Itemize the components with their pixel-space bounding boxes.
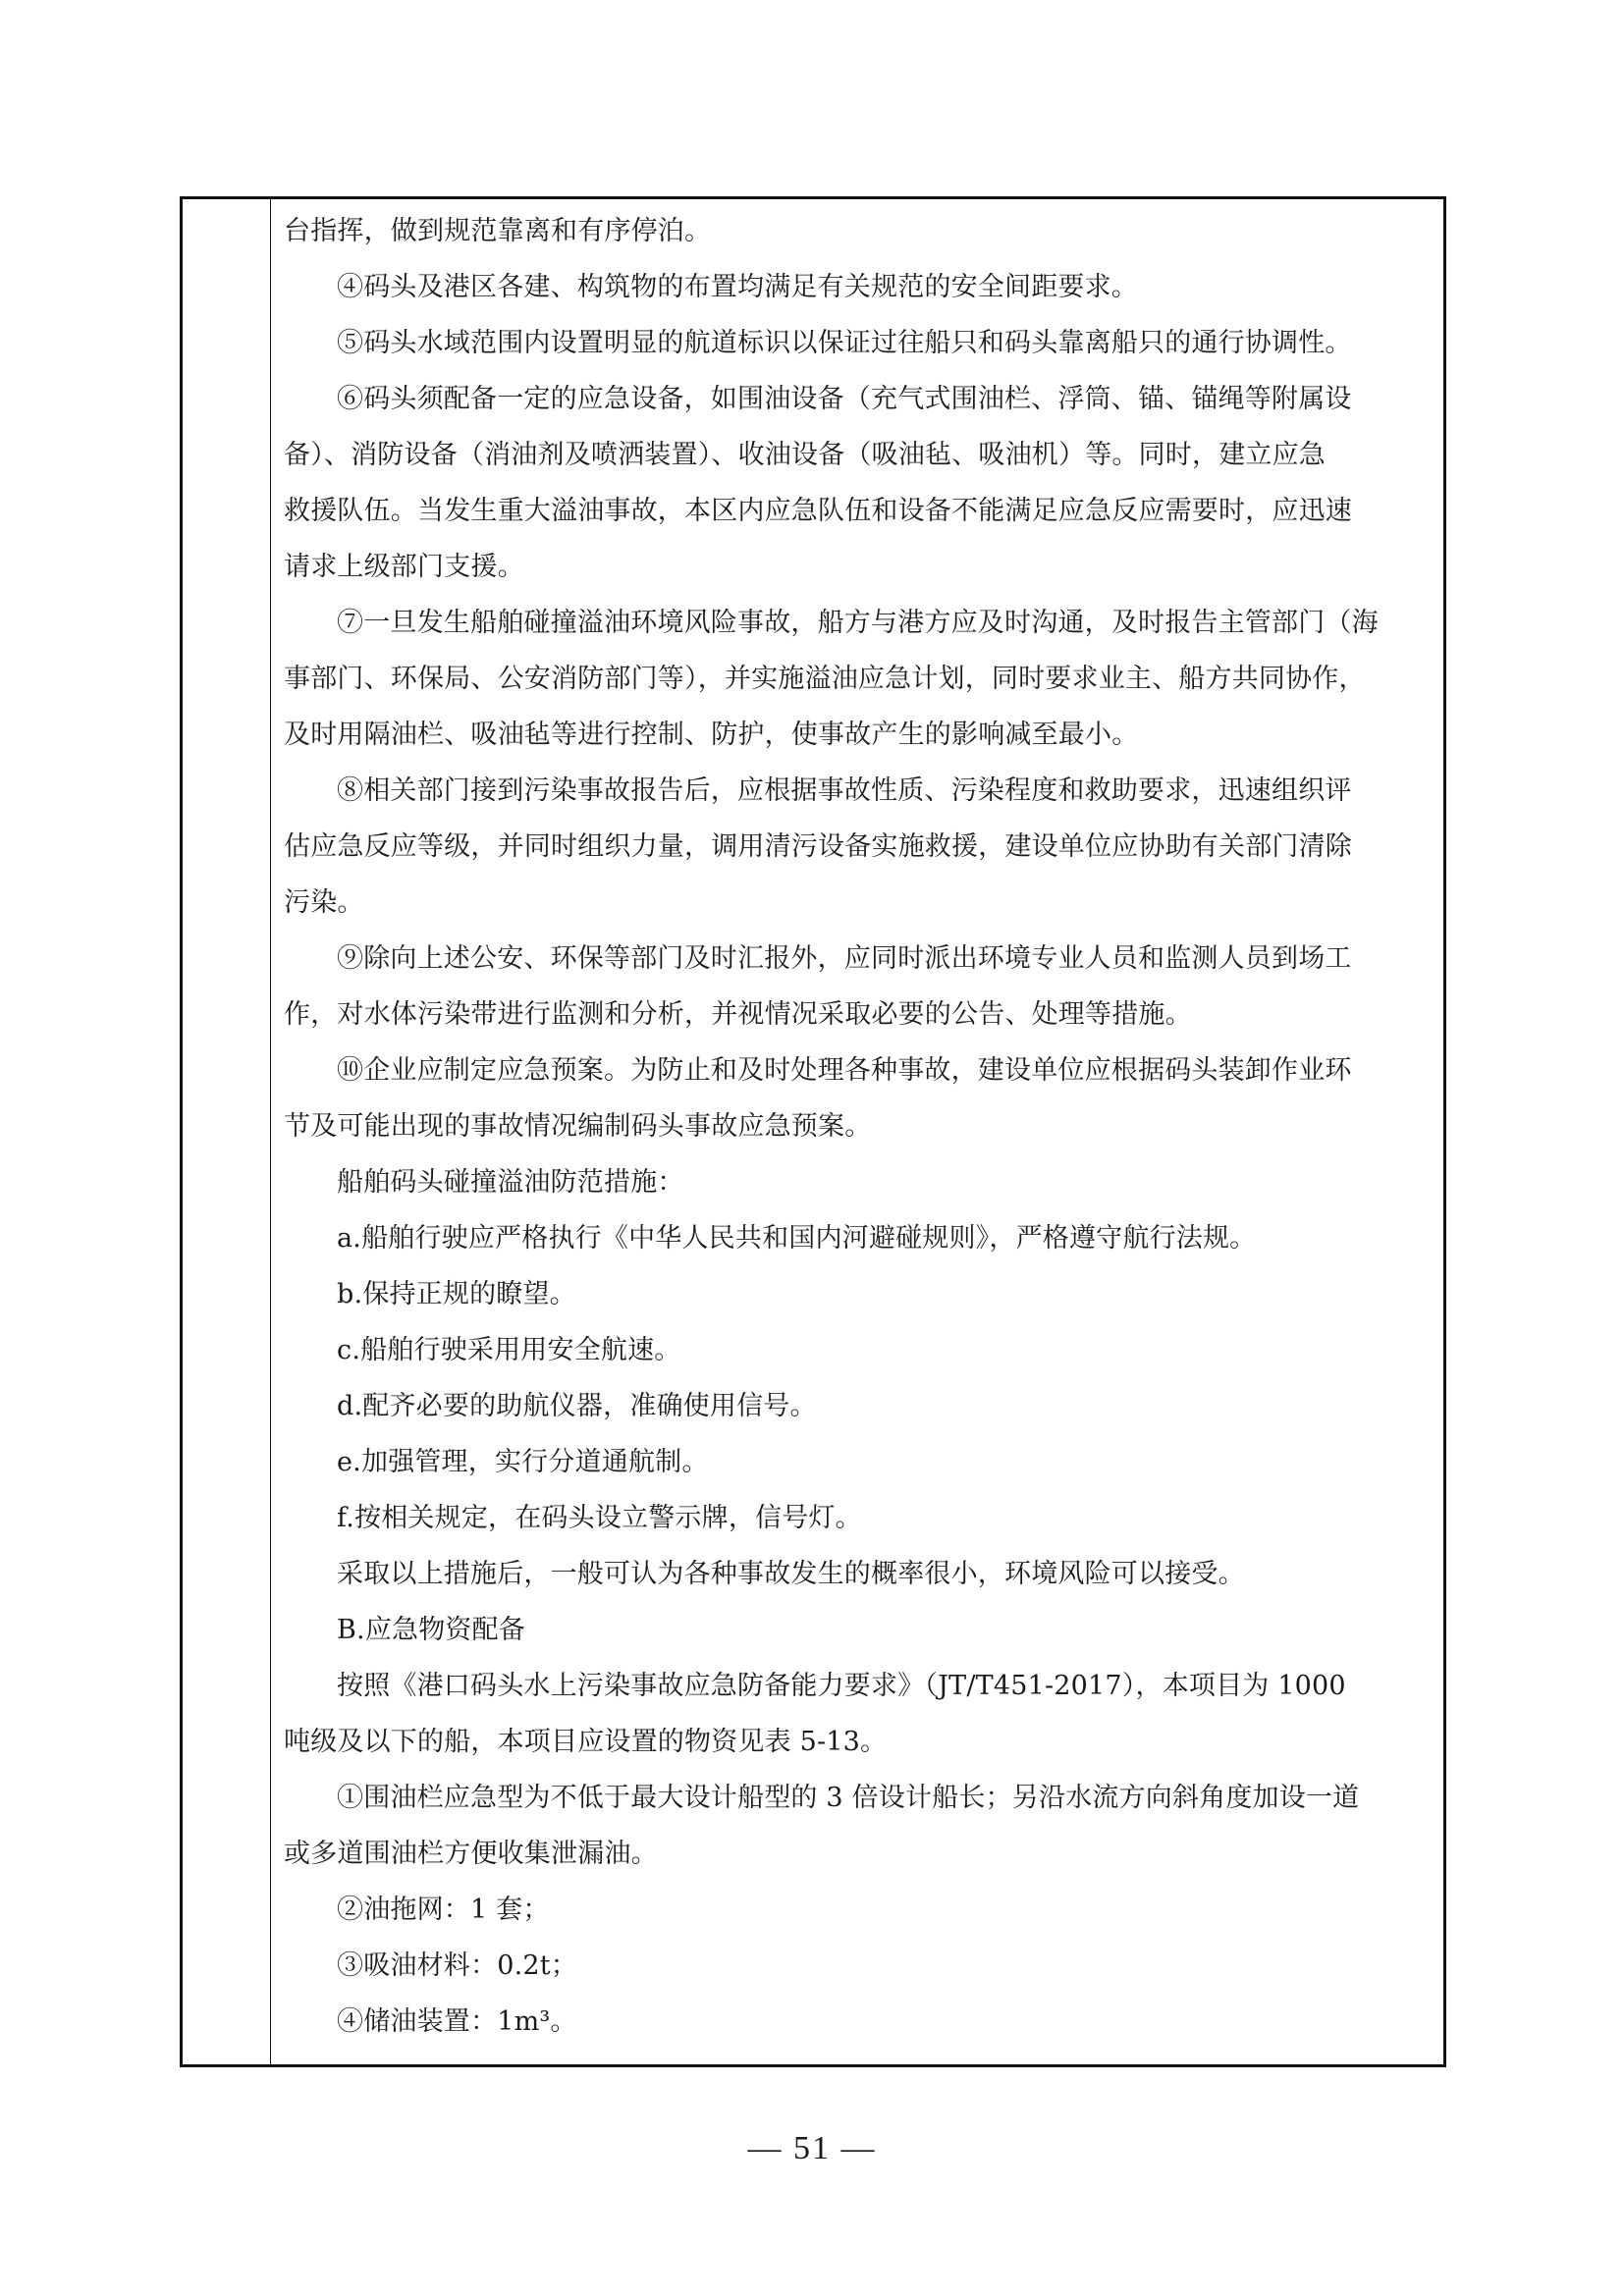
text-line: d.配齐必要的助航仪器，准确使用信号。 [337,1391,817,1421]
text-line: 节及可能出现的事故情况编制码头事故应急预案。 [284,1111,872,1142]
page-number: — 51 — [747,2130,877,2166]
text-line: 估应急反应等级，并同时组织力量，调用清污设备实施救援，建设单位应协助有关部门清除 [284,831,1352,862]
text-line: 按照《港口码头水上污染事故应急防备能力要求》（JT/T451-2017），本项目为 1000 [337,1671,1346,1701]
text-line: b.保持正规的瞭望。 [337,1279,576,1309]
text-line: 及时用隔油栏、吸油毡等进行控制、防护，使事故产生的影响减至最小。 [284,720,1139,750]
text-line: 船舶码头碰撞溢油防范措施： [337,1167,684,1198]
text-line: 备）、消防设备（消油剂及喷洒装置）、收油设备（吸油毡、吸油机）等。同时，建立应急 [284,440,1326,470]
text-line: 事部门、环保局、公安消防部门等），并实施溢油应急计划，同时要求业主、船方共同协作， [284,664,1366,694]
text-line: 采取以上措施后，一般可认为各种事故发生的概率很小，环境风险可以接受。 [337,1559,1245,1589]
text-line: ⑥码头须配备一定的应急设备，如围油设备（充气式围油栏、浮筒、锚、锚绳等附属设 [337,384,1352,414]
text-line: ①围油栏应急型为不低于最大设计船型的 3 倍设计船长；另沿水流方向斜角度加设一道 [337,1783,1360,1813]
text-line: ⑦一旦发生船舶碰撞溢油环境风险事故，船方与港方应及时沟通，及时报告主管部门（海 [337,608,1379,638]
text-line: 请求上级部门支援。 [284,552,524,582]
text-line: e.加强管理，实行分道通航制。 [337,1447,709,1477]
text-line: ④码头及港区各建、构筑物的布置均满足有关规范的安全间距要求。 [337,272,1138,302]
text-line: B.应急物资配备 [337,1615,526,1645]
text-line: ②油拖网：1 套； [337,1895,550,1925]
text-line: ⑩企业应制定应急预案。为防止和及时处理各种事故，建设单位应根据码头装卸作业环 [337,1055,1352,1086]
text-line: 或多道围油栏方便收集泄漏油。 [284,1839,658,1869]
text-line: ⑤码头水域范围内设置明显的航道标识以保证过往船只和码头靠离船只的通行协调性。 [337,328,1352,358]
text-line: 台指挥，做到规范靠离和有序停泊。 [284,216,712,246]
text-line: ④储油装置：1m³。 [337,2006,577,2037]
text-line: 吨级及以下的船，本项目应设置的物资见表 5-13。 [284,1727,888,1757]
text-line: 作，对水体污染带进行监测和分析，并视情况采取必要的公告、处理等措施。 [284,999,1192,1030]
column-divider [270,199,271,2064]
text-line: f.按相关规定，在码头设立警示牌，信号灯。 [337,1503,862,1533]
text-line: c.船舶行驶采用用安全航速。 [337,1335,681,1365]
text-line: 污染。 [284,887,364,918]
text-line: ⑨除向上述公安、环保等部门及时汇报外，应同时派出环境专业人员和监测人员到场工 [337,943,1352,974]
text-line: ③吸油材料：0.2t； [337,1950,577,1981]
text-column [284,199,1436,2064]
table-frame [180,196,1446,2067]
text-line: a.船舶行驶应严格执行《中华人民共和国内河避碰规则》，严格遵守航行法规。 [337,1223,1257,1254]
text-line: 救援队伍。当发生重大溢油事故，本区内应急队伍和设备不能满足应急反应需要时，应迅速 [284,496,1352,526]
text-line: ⑧相关部门接到污染事故报告后，应根据事故性质、污染程度和救助要求，迅速组织评 [337,775,1352,806]
